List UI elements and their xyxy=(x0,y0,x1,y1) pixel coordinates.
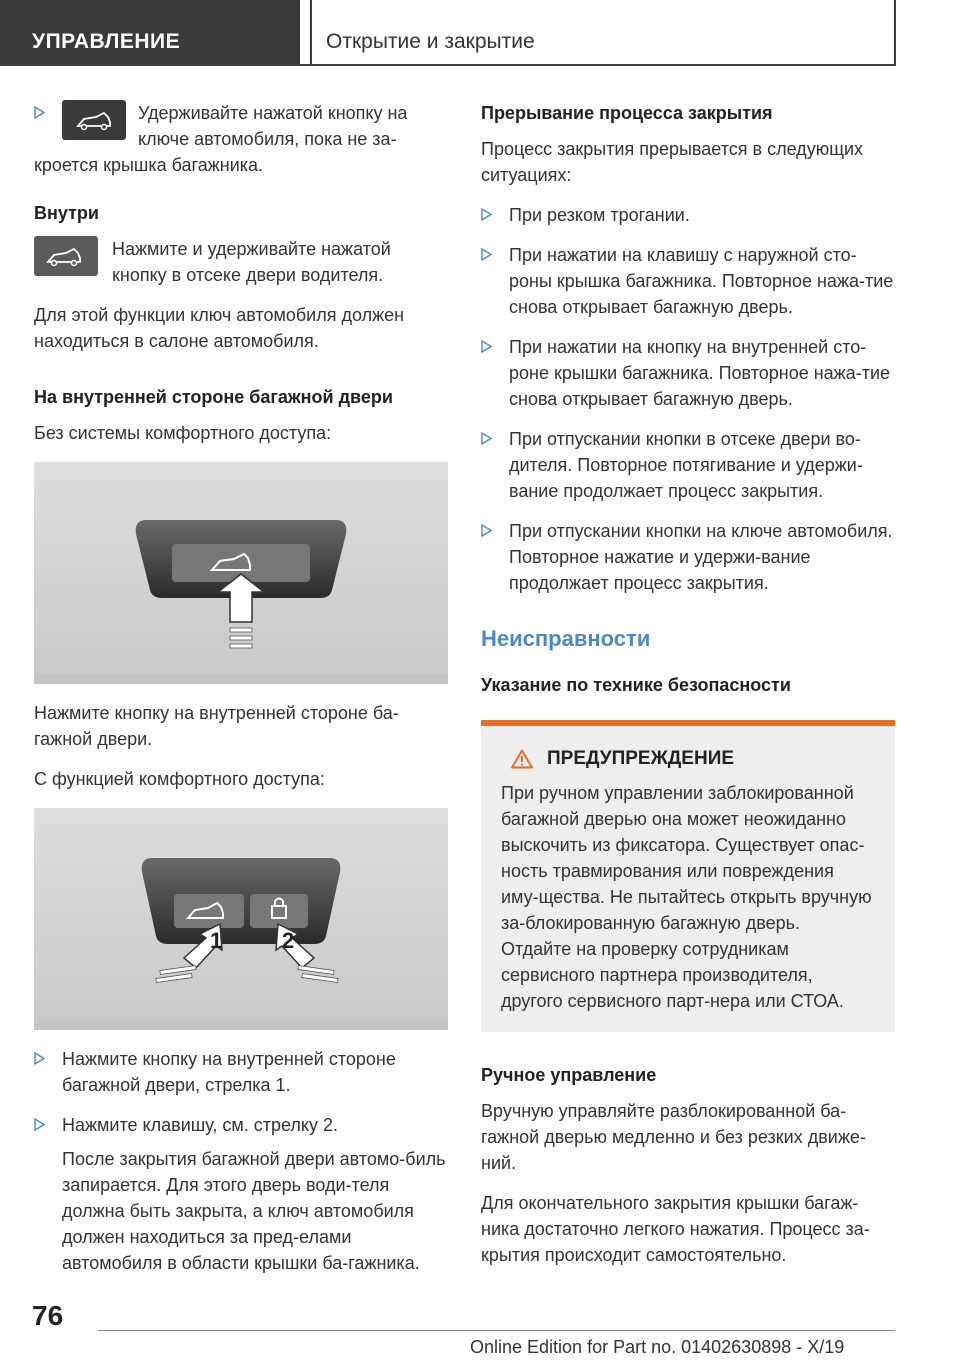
page-title: Открытие и закрытие xyxy=(326,30,535,53)
bullet-detail: После закрытия багажной двери автомо-биль запирается. Для этого дверь води-теля должна быть закрыта, а ключ автомобиля должен находиться за пред-елами автомобиля в области крышки ба-гажника. xyxy=(62,1149,446,1273)
manual-text-2: Для окончательного закрытия крышки багаж-ника достаточно легкого нажатия. Процесс за-крытия происходит самостоятельно. xyxy=(481,1193,870,1265)
page-number: 76 xyxy=(32,1300,64,1331)
warning-text: При ручном управлении заблокированной багажной дверью она может неожиданно выскочить из фиксатора. Существует опас-ность травмирования или повреждения иму-щества. Не пытайтесь открыть вручную за-блокированную багажную дверь. Отдайте на проверку сотрудникам сервисного партнера производителя, другого сервисного парт-нера или СТОА. xyxy=(501,783,872,1011)
inside-heading: Внутри xyxy=(34,203,99,223)
footer-rule xyxy=(98,1330,895,1331)
warning-box xyxy=(481,720,895,1032)
list-item xyxy=(34,100,448,178)
list-item xyxy=(481,334,895,412)
intro-bullet-text: Удерживайте нажатой кнопку на ключе автомобиля, пока не за-кроется крышка багажника. xyxy=(34,103,408,175)
triangle-bullet-icon xyxy=(481,432,492,445)
triangle-bullet-icon xyxy=(34,1118,45,1131)
no-comfort-text: Без системы комфортного доступа: xyxy=(34,423,332,443)
triangle-bullet-icon xyxy=(481,208,492,221)
header-divider-right xyxy=(894,0,896,66)
interrupt-heading: Прерывание процесса закрытия xyxy=(481,103,773,123)
comfort-access-buttons-figure xyxy=(34,808,448,1030)
inside-note: Для этой функции ключ автомобиля должен находиться в салоне автомобиля. xyxy=(34,305,405,351)
bullet-text: При резком трогании. xyxy=(509,205,690,225)
interrupt-intro: Процесс закрытия прерывается в следующих ситуациях: xyxy=(481,139,864,185)
inside-text: Нажмите и удерживайте нажатой кнопку в отсеке двери водителя. xyxy=(112,239,391,285)
bullet-text: При нажатии на клавишу с наружной сто-роны крышка багажника. Повторное нажа-тие снова открывает багажную дверь. xyxy=(509,245,894,317)
section-label: УПРАВЛЕНИЕ xyxy=(0,0,300,66)
key-trunk-button-icon xyxy=(62,100,126,140)
list-item xyxy=(481,518,895,596)
bullet-text: Нажмите кнопку на внутренней стороне багажной двери, стрелка 1. xyxy=(62,1049,396,1095)
arrow-label-2: 2 xyxy=(282,928,295,953)
list-item xyxy=(34,1112,448,1276)
bullet-text: Нажмите клавишу, см. стрелку 2. xyxy=(62,1115,339,1135)
page-header xyxy=(0,0,960,66)
list-item xyxy=(34,1046,448,1098)
door-trunk-button-icon xyxy=(34,236,98,276)
triangle-bullet-icon xyxy=(481,524,492,537)
header-divider xyxy=(310,0,312,66)
warning-header xyxy=(501,746,875,772)
triangle-bullet-icon xyxy=(481,340,492,353)
list-item xyxy=(481,202,895,228)
warning-triangle-icon xyxy=(511,749,533,769)
bullet-text: При отпускании кнопки на ключе автомобиля. Повторное нажатие и удержи-вание продолжает процесс закрытия. xyxy=(509,521,893,593)
tailgate-heading: На внутренней стороне багажной двери xyxy=(34,387,393,407)
inside-row xyxy=(34,236,448,288)
list-item xyxy=(481,242,895,320)
bullet-text: При отпускании кнопки в отсеке двери во-дителя. Повторное потягивание и удержи-вание продолжает процесс закрытия. xyxy=(509,429,863,501)
safety-heading: Указание по технике безопасности xyxy=(481,675,791,695)
manual-text-1: Вручную управляйте разблокированной ба-гажной дверью медленно и без резких движе-ний. xyxy=(481,1101,866,1173)
malfunction-heading: Неисправности xyxy=(481,626,651,651)
edition-text: Online Edition for Part no. 01402630898 - X/19 xyxy=(470,1337,845,1357)
bullet-text: При нажатии на кнопку на внутренней сто-роне крышки багажника. Повторное нажа-тие снова открывает багажную дверь. xyxy=(509,337,891,409)
tailgate-button-figure xyxy=(34,462,448,684)
triangle-bullet-icon xyxy=(34,1052,45,1065)
with-comfort-text: С функцией комфортного доступа: xyxy=(34,769,325,789)
header-rule xyxy=(300,64,896,66)
right-column xyxy=(481,100,895,1282)
fig1-caption: Нажмите кнопку на внутренней стороне ба-гажной двери. xyxy=(34,703,399,749)
list-item xyxy=(481,426,895,504)
triangle-bullet-icon xyxy=(481,248,492,261)
arrow-label-1: 1 xyxy=(210,928,223,953)
warning-title: ПРЕДУПРЕЖДЕНИЕ xyxy=(547,748,735,769)
left-column xyxy=(34,100,448,1290)
manual-heading: Ручное управление xyxy=(481,1065,657,1085)
